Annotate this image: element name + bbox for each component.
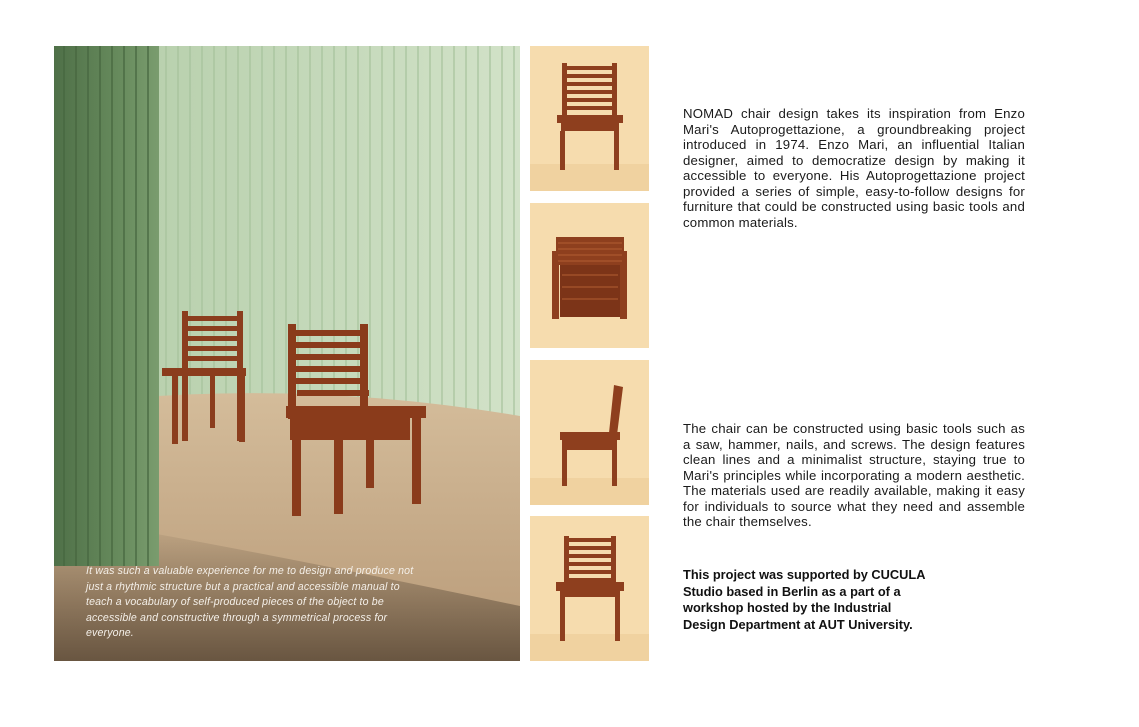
chair-back-view-image: [530, 516, 649, 661]
chair-top-view-image: [530, 203, 649, 348]
construction-paragraph: The chair can be constructed using basic tools such as a saw, hammer, nails, and screws. The design features clean lines and a minimalist structure, staying true to Mari's principles while incorporating a modern aesthetic. The materials used are readily available, making it easy for individuals to source what they need and assemble the chair themselves.: [683, 421, 1025, 529]
chair-side-view-image: [530, 360, 649, 505]
intro-paragraph: NOMAD chair design takes its inspiration from Enzo Mari's Autoprogettazione, a groundbreaking project introduced in 1974. Enzo Mari, an influential Italian designer, aimed to democratize design by making it accessible to everyone. His Autoprogettazione project provided a series of simple, easy-to-follow designs for furniture that could be constructed using basic tools and common materials.: [683, 106, 1025, 230]
hero-caption: It was such a valuable experience for me to design and produce not just a rhythmic structure but a practical and accessible manual to teach a vocabulary of self-produced pieces of the object to be accessible and constructive through a symmetrical process for everyone.: [86, 565, 414, 640]
hero-photo: [54, 46, 520, 661]
support-note: This project was supported by CUCULA Studio based in Berlin as a part of a workshop hosted by the Industrial Design Department at AUT University.: [683, 567, 925, 632]
chair-front-view-image: [530, 46, 649, 191]
